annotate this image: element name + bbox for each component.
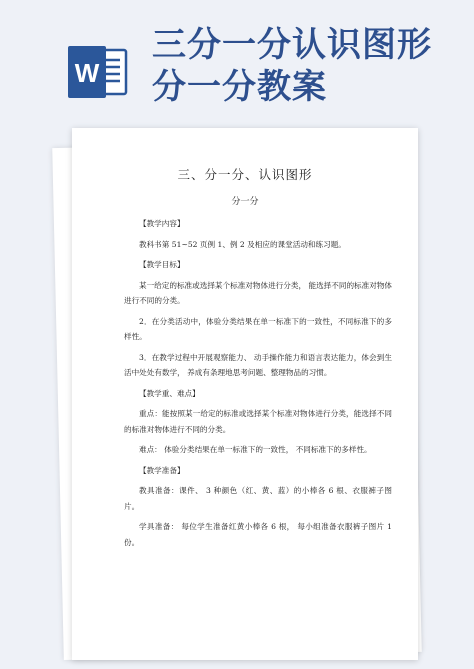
banner-title-line-1: 三分一分认识图形 [152, 25, 432, 65]
document-body [72, 216, 418, 550]
title-block [152, 24, 432, 108]
word-logo-letter: W [74, 58, 100, 88]
document-page [72, 128, 418, 660]
header [0, 0, 474, 125]
paragraph-textbook: 教科书第 51~52 页例 1、例 2 及相应的课堂活动和练习题。 [139, 239, 346, 249]
section-heading-preparation: 【教学准备】 [139, 465, 185, 475]
section-heading-goals: 【教学目标】 [139, 260, 185, 269]
paragraph-difficulty: 难点： 体验分类结果在单一标准下的一致性， 不同标准下的多样性。 [139, 445, 372, 454]
paragraph-teaching-aids: 教具准备：课件、 3 种颜色（红、黄、蓝）的小棒各 6 根、衣服裤子图片。 [124, 486, 392, 511]
document-subtitle: 分一分 [231, 197, 259, 207]
paragraph-goal-2: 2．在分类活动中，体验分类结果在单一标准下的一致性，不同标准下的多样性。 [124, 316, 392, 341]
word-icon [64, 38, 130, 104]
banner-title-line-2: 分一分教案 [152, 67, 327, 107]
paragraph-key-point: 重点：能按照某一给定的标准或选择某个标准对物体进行分类，能选择不同的标准对物体进行不同的分类。 [124, 409, 392, 434]
section-heading-focus: 【教学重、难点】 [139, 388, 200, 398]
section-heading-content: 【教学内容】 [139, 219, 185, 228]
paragraph-student-aids: 学具准备： 每位学生准备红黄小棒各 6 根， 每小组准备衣服裤子图片 1 份。 [124, 522, 392, 547]
paragraph-goal-1: 某一给定的标准或选择某个标准对物体进行分类， 能选择不同的标准对物体进行不同的分类。 [124, 280, 393, 305]
paragraph-goal-3: 3．在教学过程中开展观察能力、 动手操作能力和语言表达能力，体会到生活中处处有数学， 养成有条理地思考问题、整理物品的习惯。 [124, 352, 392, 377]
document-title: 三、分一分、认识图形 [177, 167, 313, 182]
